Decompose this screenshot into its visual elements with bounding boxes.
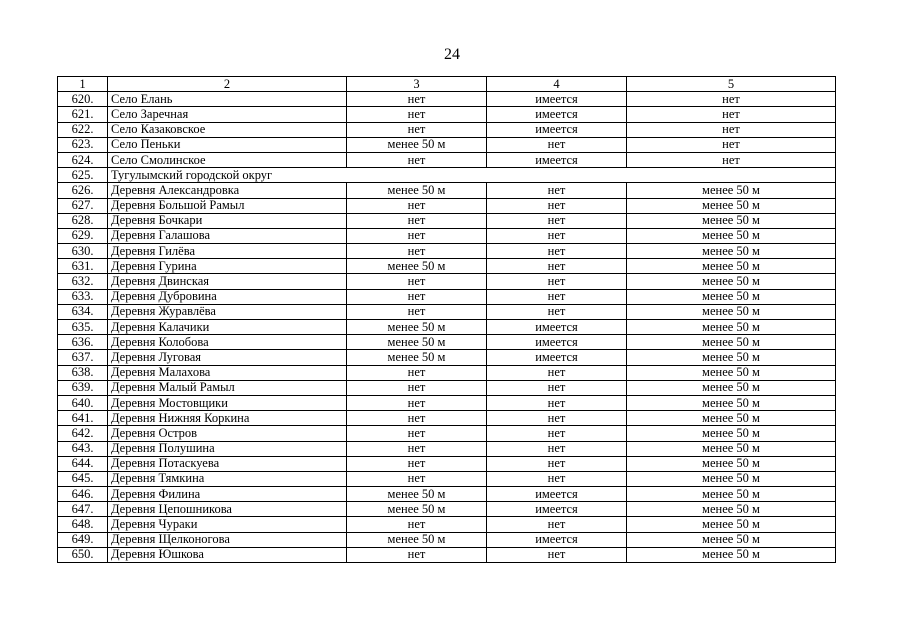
column-5-value: менее 50 м [627, 274, 836, 289]
settlement-name: Деревня Потаскуева [108, 456, 347, 471]
settlement-name: Деревня Мостовщики [108, 395, 347, 410]
column-5-value: менее 50 м [627, 335, 836, 350]
settlement-name: Село Заречная [108, 107, 347, 122]
table-row [58, 547, 836, 562]
row-number: 630. [58, 244, 108, 259]
column-4-value: нет [487, 213, 627, 228]
column-3-value: нет [347, 471, 487, 486]
column-4-value: нет [487, 365, 627, 380]
column-4-value: нет [487, 411, 627, 426]
column-3-value: нет [347, 289, 487, 304]
row-number: 646. [58, 487, 108, 502]
table-row [58, 411, 836, 426]
table-row [58, 426, 836, 441]
column-4-value: нет [487, 289, 627, 304]
table-row [58, 259, 836, 274]
column-4-value: имеется [487, 335, 627, 350]
table-body [58, 92, 836, 563]
row-number: 623. [58, 137, 108, 152]
column-5-value: нет [627, 107, 836, 122]
column-5-value: нет [627, 122, 836, 137]
row-number: 648. [58, 517, 108, 532]
column-3-value: нет [347, 304, 487, 319]
column-3-value: менее 50 м [347, 320, 487, 335]
column-3-value: нет [347, 411, 487, 426]
column-4-value: нет [487, 471, 627, 486]
settlement-name: Деревня Журавлёва [108, 304, 347, 319]
column-4-value: имеется [487, 320, 627, 335]
table-row [58, 395, 836, 410]
column-3-value: нет [347, 122, 487, 137]
column-4-value: имеется [487, 487, 627, 502]
settlement-name: Село Елань [108, 92, 347, 107]
column-3-value: менее 50 м [347, 137, 487, 152]
row-number: 645. [58, 471, 108, 486]
row-number: 647. [58, 502, 108, 517]
column-3-value: нет [347, 228, 487, 243]
row-number: 637. [58, 350, 108, 365]
row-number: 626. [58, 183, 108, 198]
row-number: 622. [58, 122, 108, 137]
column-3-value: менее 50 м [347, 487, 487, 502]
settlement-name: Деревня Бочкари [108, 213, 347, 228]
column-5-value: менее 50 м [627, 547, 836, 562]
column-header: 2 [108, 77, 347, 92]
column-3-value: нет [347, 152, 487, 167]
table-row [58, 274, 836, 289]
row-number: 638. [58, 365, 108, 380]
column-4-value: нет [487, 244, 627, 259]
column-3-value: нет [347, 92, 487, 107]
column-5-value: менее 50 м [627, 532, 836, 547]
column-4-value: имеется [487, 92, 627, 107]
column-3-value: менее 50 м [347, 502, 487, 517]
settlement-name: Село Пеньки [108, 137, 347, 152]
column-5-value: менее 50 м [627, 411, 836, 426]
settlement-name: Деревня Гилёва [108, 244, 347, 259]
table-row [58, 365, 836, 380]
column-4-value: нет [487, 547, 627, 562]
row-number: 649. [58, 532, 108, 547]
row-number: 644. [58, 456, 108, 471]
column-4-value: нет [487, 137, 627, 152]
settlement-name: Деревня Луговая [108, 350, 347, 365]
table-row [58, 168, 836, 183]
column-4-value: нет [487, 274, 627, 289]
page-number: 24 [444, 46, 460, 63]
column-5-value: менее 50 м [627, 471, 836, 486]
column-4-value: нет [487, 198, 627, 213]
column-4-value: нет [487, 259, 627, 274]
column-3-value: менее 50 м [347, 532, 487, 547]
column-4-value: имеется [487, 122, 627, 137]
section-title: Тугулымский городской округ [108, 168, 836, 183]
column-3-value: нет [347, 441, 487, 456]
column-5-value: менее 50 м [627, 304, 836, 319]
column-4-value: нет [487, 380, 627, 395]
column-4-value: имеется [487, 532, 627, 547]
settlement-name: Деревня Александровка [108, 183, 347, 198]
column-3-value: нет [347, 198, 487, 213]
settlement-name: Деревня Чураки [108, 517, 347, 532]
column-5-value: менее 50 м [627, 365, 836, 380]
column-3-value: нет [347, 517, 487, 532]
table-row [58, 304, 836, 319]
row-number: 641. [58, 411, 108, 426]
table-row [58, 107, 836, 122]
settlement-name: Деревня Двинская [108, 274, 347, 289]
column-5-value: менее 50 м [627, 380, 836, 395]
row-number: 636. [58, 335, 108, 350]
column-header: 3 [347, 77, 487, 92]
settlements-table [57, 76, 836, 563]
column-header: 5 [627, 77, 836, 92]
column-5-value: менее 50 м [627, 517, 836, 532]
row-number: 642. [58, 426, 108, 441]
column-3-value: нет [347, 426, 487, 441]
settlement-name: Деревня Нижняя Коркина [108, 411, 347, 426]
column-4-value: нет [487, 517, 627, 532]
settlement-name: Деревня Малахова [108, 365, 347, 380]
column-3-value: менее 50 м [347, 259, 487, 274]
column-4-value: имеется [487, 502, 627, 517]
table-row [58, 228, 836, 243]
row-number: 627. [58, 198, 108, 213]
row-number: 631. [58, 259, 108, 274]
row-number: 639. [58, 380, 108, 395]
table-row [58, 517, 836, 532]
table-row [58, 183, 836, 198]
table-row [58, 350, 836, 365]
settlement-name: Деревня Юшкова [108, 547, 347, 562]
table-row [58, 532, 836, 547]
row-number: 628. [58, 213, 108, 228]
table-row [58, 320, 836, 335]
row-number: 621. [58, 107, 108, 122]
settlement-name: Деревня Калачики [108, 320, 347, 335]
table-row [58, 502, 836, 517]
column-header: 4 [487, 77, 627, 92]
column-3-value: нет [347, 274, 487, 289]
column-4-value: имеется [487, 107, 627, 122]
settlement-name: Село Смолинское [108, 152, 347, 167]
settlement-name: Деревня Гурина [108, 259, 347, 274]
table-row [58, 335, 836, 350]
settlement-name: Деревня Большой Рамыл [108, 198, 347, 213]
row-number: 624. [58, 152, 108, 167]
table-row [58, 487, 836, 502]
column-5-value: менее 50 м [627, 502, 836, 517]
column-4-value: нет [487, 304, 627, 319]
settlement-name: Деревня Галашова [108, 228, 347, 243]
column-5-value: менее 50 м [627, 213, 836, 228]
table-row [58, 213, 836, 228]
settlement-name: Деревня Колобова [108, 335, 347, 350]
settlement-name: Деревня Цепошникова [108, 502, 347, 517]
column-3-value: нет [347, 213, 487, 228]
row-number: 632. [58, 274, 108, 289]
settlement-name: Деревня Полушина [108, 441, 347, 456]
column-5-value: менее 50 м [627, 259, 836, 274]
row-number: 620. [58, 92, 108, 107]
table-row [58, 289, 836, 304]
column-5-value: менее 50 м [627, 395, 836, 410]
column-5-value: менее 50 м [627, 183, 836, 198]
row-number: 640. [58, 395, 108, 410]
column-3-value: менее 50 м [347, 183, 487, 198]
row-number: 650. [58, 547, 108, 562]
table-row [58, 441, 836, 456]
column-5-value: нет [627, 137, 836, 152]
column-4-value: нет [487, 395, 627, 410]
table-row [58, 244, 836, 259]
row-number: 635. [58, 320, 108, 335]
settlement-name: Деревня Дубровина [108, 289, 347, 304]
table-row [58, 471, 836, 486]
settlement-name: Деревня Щелконогова [108, 532, 347, 547]
table-row [58, 380, 836, 395]
column-3-value: нет [347, 395, 487, 410]
column-3-value: нет [347, 107, 487, 122]
column-header: 1 [58, 77, 108, 92]
column-4-value: имеется [487, 152, 627, 167]
column-5-value: менее 50 м [627, 441, 836, 456]
table-row [58, 122, 836, 137]
table-header-row [58, 77, 836, 92]
column-3-value: нет [347, 547, 487, 562]
settlement-name: Деревня Филина [108, 487, 347, 502]
settlement-name: Село Казаковское [108, 122, 347, 137]
column-4-value: нет [487, 426, 627, 441]
row-number: 629. [58, 228, 108, 243]
column-5-value: менее 50 м [627, 456, 836, 471]
column-5-value: менее 50 м [627, 198, 836, 213]
table-row [58, 152, 836, 167]
column-5-value: менее 50 м [627, 426, 836, 441]
column-5-value: менее 50 м [627, 289, 836, 304]
column-4-value: нет [487, 228, 627, 243]
table-row [58, 198, 836, 213]
column-3-value: нет [347, 365, 487, 380]
settlement-name: Деревня Остров [108, 426, 347, 441]
column-3-value: нет [347, 380, 487, 395]
column-4-value: нет [487, 183, 627, 198]
column-5-value: менее 50 м [627, 487, 836, 502]
settlement-name: Деревня Тямкина [108, 471, 347, 486]
row-number: 643. [58, 441, 108, 456]
column-5-value: менее 50 м [627, 228, 836, 243]
column-5-value: нет [627, 92, 836, 107]
table-row [58, 456, 836, 471]
table-row [58, 92, 836, 107]
row-number: 633. [58, 289, 108, 304]
row-number: 625. [58, 168, 108, 183]
settlement-name: Деревня Малый Рамыл [108, 380, 347, 395]
table-row [58, 137, 836, 152]
column-5-value: нет [627, 152, 836, 167]
column-4-value: нет [487, 441, 627, 456]
row-number: 634. [58, 304, 108, 319]
column-5-value: менее 50 м [627, 350, 836, 365]
column-3-value: нет [347, 456, 487, 471]
column-5-value: менее 50 м [627, 320, 836, 335]
column-3-value: менее 50 м [347, 335, 487, 350]
column-5-value: менее 50 м [627, 244, 836, 259]
column-3-value: менее 50 м [347, 350, 487, 365]
column-4-value: нет [487, 456, 627, 471]
column-4-value: имеется [487, 350, 627, 365]
column-3-value: нет [347, 244, 487, 259]
